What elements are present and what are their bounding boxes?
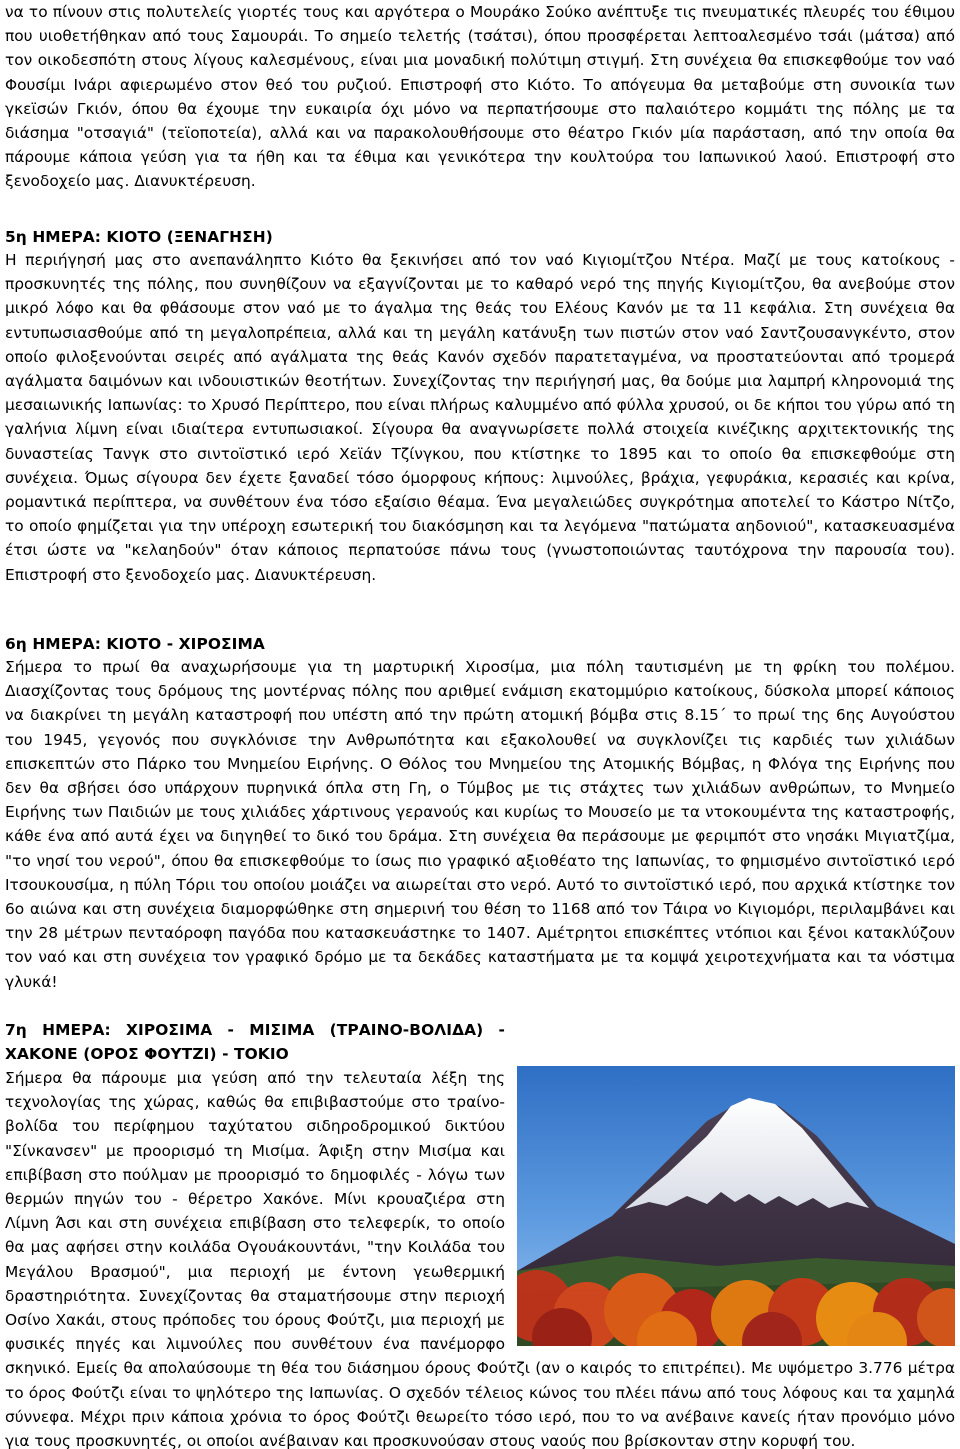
day6-paragraph: Σήμερα το πρωί θα αναχωρήσουμε για τη μαρτυρική Χιροσίμα, μια πόλη ταυτισμένη με τη φρίκη του πολέμου. Διασχίζοντας τους δρόμους της μοντέρνας πόλης που αριθμεί ενάμιση εκατομμύριο κατοίκους, δύσκολα μπορεί κάποιος να διακρίνει τη μεγάλη καταστροφή που υπέστη από την πρώτη ατομική βόμβα στις 8.15΄ το πρωί της 6ης Αυγούστου του 1945, γεγονός που συγκλόνισε την Ανθρωπότητα και εξακολουθεί να συγκλονίζει τις καρδιές των χιλιάδων επισκεπτών στο Πάρκο του Μνημείου Ειρήνης. Ο Θόλος του Μνημείου της Ατομικής Βόμβας, η Φλόγα της Ειρήνης που δεν θα σβήσει όσο υπάρχουν πυρηνικά όπλα στη Γη, ο Τύμβος με τις στάχτες των χιλιάδων ανθρώπων, το Μνημείο Ειρήνης των Παιδιών με τους χιλιάδες χάρτινους γερανούς και κυρίως το Μουσείο με τα ντοκουμέντα της καταστροφής, κάθε ένα από αυτά έχει να διηγηθεί το δικό του δράμα. Στη συνέχεια θα περάσουμε με φεριμπότ στο νησάκι Μιγιατζίμα, "το νησί του νερού", όπου θα επισκεφθούμε το ίσως πιο γραφικό αξιοθέατο της Ιαπωνίας, το φημισμένο σιντοϊστικό ιερό Ιτσουκουσίμα, η πύλη Τόριι του οποίου μοιάζει να αιωρείται στο νερό. Αυτό το σιντοϊστικό ιερό, που αρχικά κτίστηκε τον 6ο αιώνα και στη συνέχεια διαμορφώθηκε στη σημερινή του θέση το 1168 από τον Τάιρα νο Κιγιομόρι, περιλαμβάνει και την 28 μέτρων πενταόροφη παγόδα που κατασκευάστηκε το 1407. Αμέτρητοι επισκέπτες ντόπιοι και ξένοι κατακλύζουν τον ναό και στη συνέχεια τον γραφικό δρόμο με τα δεκάδες καταστήματα με τα κομψά χειροτεχνήματα και τα νόστιμα γλυκά! <box>5 658 955 991</box>
day7-section <box>5 1066 955 1449</box>
day5-paragraph: Η περιήγησή μας στο ανεπανάληπτο Κιότο θα ξεκινήσει από τον ναό Κιγιομίτζου Ντέρα. Μαζί με τους κατοίκους - προσκυνητές της πόλης, που συνηθίζουν να εξαγνίζονται με το καθαρό νερό της πηγής Κιγιομίτζου, θα ανεβούμε στον μικρό λόφο και θα φθάσουμε στον ναό με το άγαλμα της θεάς του Ελέους Κανόν με τα 11 κεφάλια. Στη συνέχεια θα εντυπωσιασθούμε από τη μεγαλοπρέπεια, αλλά και τη μεγάλη κατάνυξη των πιστών στον ναό Σαντζουσανγκέντο, στον οποίο φιλοξενούνται σειρές από αγάλματα της θεάς Κανόν σχεδόν παρατεταγμένα, να προστατεύονται από τρομερά αγάλματα δαιμόνων και ινδουιστικών θεοτήτων. Συνεχίζοντας την περιήγησή μας, θα δούμε μια λαμπρή κληρονομιά της μεσαιωνικής Ιαπωνίας: το Χρυσό Περίπτερο, που είναι πλήρως καλυμμένο από φύλλα χρυσού, οι δε κήποι του γύρω από τη γαλήνια λίμνη είναι ιδιαίτερα εντυπωσιακοί. Σίγουρα θα αναγνωρίσετε πολλά στοιχεία κινέζικης αρχιτεκτονικής της δυναστείας Τανγκ στο σιντοϊστικό ιερό Χεϊάν Τζίνγκου, που κτίστηκε το 1895 και το οποίο θα επισκεφθούμε στη συνέχεια. Όμως σίγουρα δεν έχετε ξαναδεί τόσο όμορφους κήπους: λιμνούλες, βράχια, γεφυράκια, κερασιές και κρίνα, ρομαντικά περίπτερα, να συνθέτουν ένα τόσο εξαίσιο θέαμα. Ένα μεγαλειώδες συγκρότημα αποτελεί το Κάστρο Νίτζο, το οποίο φημίζεται για την υπέροχη εσωτερική του διακόσμηση και τα λεγόμενα "πατώματα αηδονιού", κατασκευασμένα έτσι ώστε να "κελαηδούν" όταν κάποιος περπατούσε πάνω τους (γνωστοποιώντας ταυτόχρονα την παρουσία του). Επιστροφή στο ξενοδοχείο μας. Διανυκτέρευση. <box>5 251 955 584</box>
mount-fuji-photo <box>517 1066 955 1346</box>
day7-paragraph: Σήμερα θα πάρουμε μια γεύση από την τελευταία λέξη της τεχνολογίας της χώρας, καθώς θα επιβιβαστούμε στο τραίνο-βολίδα του περίφημου ταχύτατου σιδηροδρομικού δικτύου "Σίνκανσεν" με προορισμό τη Μισίμα. Άφιξη στην Μισίμα και επιβίβαση στο πούλμαν με προορισμό το δημοφιλές - λόγω των θερμών πηγών του - θέρετρο Χακόνε. Μίνι κρουαζιέρα στη Λίμνη Άσι και στη συνέχεια επιβίβαση στο τελεφερίκ, το οποίο θα μας αφήσει στην κοιλάδα Ογουάκουντάνι, "την Κοιλάδα του Μεγάλου Βρασμού", μια περιοχή με έντονη γεωθερμική δραστηριότητα. Συνεχίζοντας θα σταματήσουμε στην περιοχή Οσίνο Χακάι, στους πρόποδες του όρους Φούτζι, μια περιοχή με φυσικές πηγές και λιμνούλες που συνθέτουν ένα πανέμορφο σκηνικό. Εμείς θα απολαύσουμε τη θέα του διάσημου όρους Φούτζι (αν ο καιρός το επιτρέπει). Με υψόμετρο 3.776 μέτρα το όρος Φούτζι είναι το ψηλότερο της Ιαπωνίας. Ο σχεδόν τέλειος κώνος του πλέει πάνω από τους λόφους και τα χαμηλά σύννεφα. Μέχρι πριν κάποια χρόνια το όρος Φούτζι θεωρείτο τόσο ιερό, που το να ανέβαινε κανείς ήταν προνόμιο μόνο για τους προσκυνητές, οι οποίοι ανέβαιναν και προσκυνούσαν στους ναούς που βρίσκονταν στην κορυφή του. <box>5 1069 955 1449</box>
day7-heading: 7η ΗΜΕΡΑ: ΧΙΡΟΣΙΜΑ - ΜΙΣΙΜΑ (ΤΡΑΙΝΟ-ΒΟΛΙΔΑ) - ΧΑΚΟΝΕ (ΟΡΟΣ ΦΟΥΤΖΙ) - ΤΟΚΙΟ <box>5 1021 505 1063</box>
intro-paragraph: να το πίνουν στις πολυτελείς γιορτές τους και αργότερα ο Μουράκο Σούκο ανέπτυξε τις πνευματικές πλευρές του έθιμου που υιοθετήθηκαν από τους Σαμουράι. Το σημείο τελετής (τσάτσι), όπου προσφέρεται λεπτοαλεσμένο τσάι (μάτσα) από τον οικοδεσπότη στους λίγους καλεσμένους, είναι μια μοναδική πολύτιμη στιγμή. Στη συνέχεια θα επισκεφθούμε τον ναό Φουσίμι Ινάρι αφιερωμένο στον θεό του ρυζιού. Επιστροφή στο Κιότο. Το απόγευμα θα μεταβούμε στη συνοικία των γκεϊσών Γκιόν, όπου θα έχουμε την ευκαιρία όχι μόνο να περπατήσουμε στο παλαιότερο κομμάτι της πόλης με τα διάσημα "οτσαγιά" (τεϊοποτεία), αλλά και να παρακολουθήσουμε στο θέατρο Γκιόν μία παράσταση, από την οποία θα πάρουμε κάποια γεύση για τα ήθη και τα έθιμα και γενικότερα την κουλτούρα του Ιαπωνικού λαού. Επιστροφή στο ξενοδοχείο μας. Διανυκτέρευση. <box>5 3 955 191</box>
day5-heading: 5η ΗΜΕΡΑ: ΚΙΟΤΟ (ΞΕΝΑΓΗΣΗ) <box>5 228 273 246</box>
day6-heading: 6η ΗΜΕΡΑ: ΚΙΟΤΟ - ΧΙΡΟΣΙΜΑ <box>5 635 265 653</box>
